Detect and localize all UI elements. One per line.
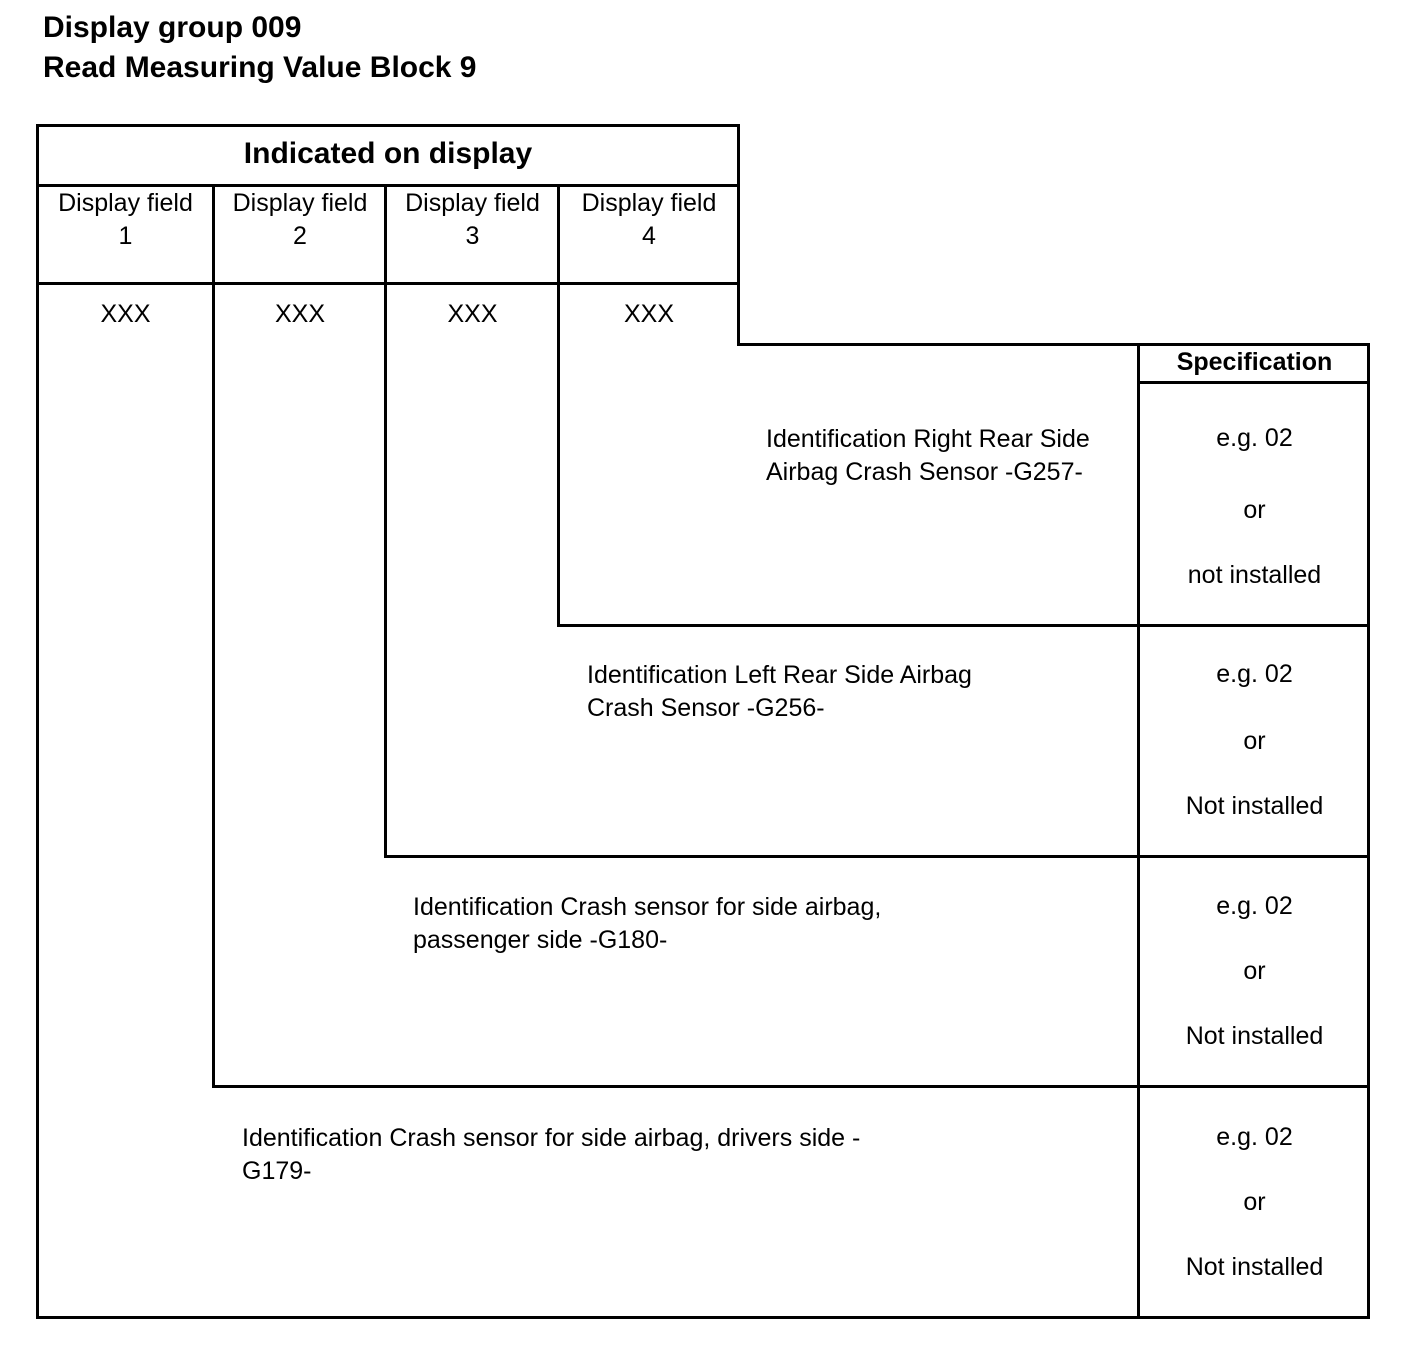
spec-not-installed: Not installed [1185,792,1324,820]
display-field-3-value: XXX [447,300,498,328]
row-g257-spec [1139,384,1370,627]
row-g180-description: Identification Crash sensor for side airbag, passenger side -G180- [413,893,882,954]
display-field-2-label: Display field 2 [232,189,368,250]
display-group-title: Display group 009 [43,11,302,44]
row-g257-description: Identification Right Rear Side Airbag Crash Sensor -G257- [766,425,1090,486]
table-border-left [36,124,39,1319]
field-2-left-border [212,184,215,1088]
display-field-4-label: Display field 4 [581,189,717,250]
specification-header: Specification [1176,348,1333,376]
table-border-bottom [36,1316,1370,1319]
spec-not-installed: not installed [1187,561,1322,589]
row-g179-spec [1139,1087,1370,1318]
spec-or: or [1243,1188,1266,1216]
page-title [43,8,477,88]
row-g256-description: Identification Left Rear Side Airbag Crash Sensor -G256- [587,661,972,722]
display-field-1-value: XXX [100,300,151,328]
spec-column-divider [1137,343,1140,1319]
display-field-1-label: Display field 1 [58,189,193,250]
spec-or: or [1243,496,1266,524]
spec-example: e.g. 02 [1216,424,1293,452]
row-g180-bottom [212,1085,1370,1088]
display-field-2-value: XXX [274,300,326,328]
table-border-right [1367,343,1370,1319]
spec-or: or [1243,957,1266,985]
header-block-right [737,124,740,346]
header-divider [36,184,740,187]
spec-header-divider [1137,381,1370,384]
table-border-top [36,124,740,127]
row-g256-spec [1139,627,1370,857]
row-g179-description: Identification Crash sensor for side airbag, drivers side - G179- [242,1124,861,1185]
row-g257-bottom [557,624,1370,627]
row-g180-spec [1139,857,1370,1087]
field-label-divider [36,282,740,285]
spec-example: e.g. 02 [1216,660,1293,688]
spec-example: e.g. 02 [1216,1123,1293,1151]
spec-example: e.g. 02 [1216,892,1293,920]
measuring-block-title: Read Measuring Value Block 9 [43,51,477,84]
display-field-3-label: Display field 3 [405,189,540,250]
display-field-4-value: XXX [623,300,675,328]
spec-not-installed: Not installed [1185,1022,1324,1050]
field-3-left-border [384,184,387,858]
field-4-left-border [557,184,560,627]
row-g256-bottom [384,855,1370,858]
spec-or: or [1243,727,1266,755]
spec-not-installed: Not installed [1185,1253,1324,1281]
spec-area-top [737,343,1370,346]
indicated-on-display-header: Indicated on display [243,137,533,170]
